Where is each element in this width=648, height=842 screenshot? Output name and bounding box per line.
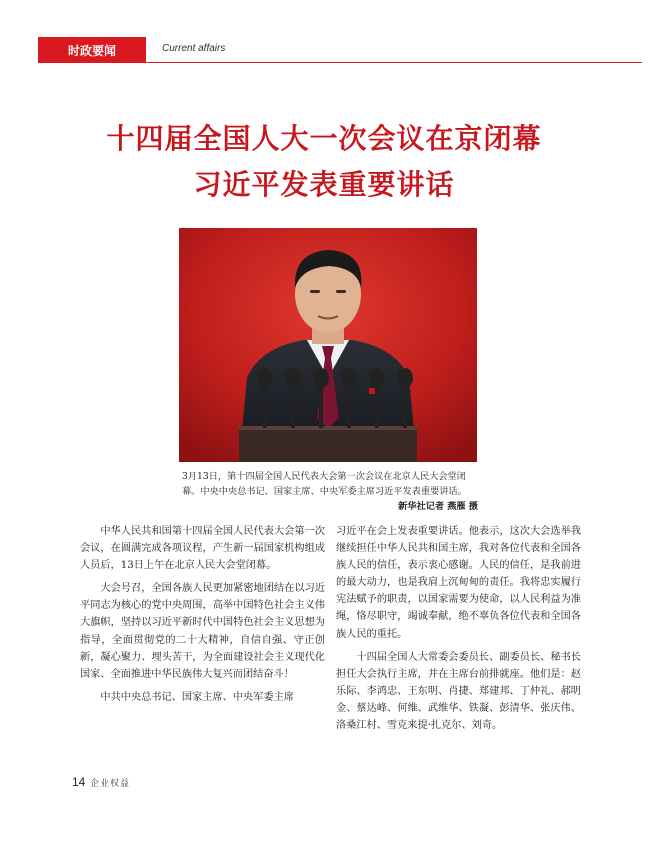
section-english-label: Current affairs xyxy=(162,43,226,54)
section-label: 时政要闻 xyxy=(67,43,116,58)
article-paragraph-continued: 习近平在会上发表重要讲话。他表示，这次大会选举我继续担任中华人民共和国主席，我对各位代表和全国各族人民的信任，表示衷心感谢。人民的信任，是我前进的最大动力，也是我肩上沉甸甸的责任。我将忠实履行宪法赋予的职责，以国家需要为使命，以人民利益为准绳，恪尽职守，竭诚奉献，绝不辜负各位代表和全国各族人民的重托。 xyxy=(336,526,581,640)
article-paragraph: 大会号召，全国各族人民更加紧密地团结在以习近平同志为核心的党中央周围，高举中国特色社会主义伟大旗帜，坚持以习近平新时代中国特色社会主义思想为指导，全面贯彻党的二十大精神，自信自强、守正创新，凝心聚力、埋头苦干，为全面建设社会主义现代化国家、全面推进中华民族伟大复兴而团结奋斗！ xyxy=(80,583,325,680)
article-paragraph: 十四届全国人大常委会委员长、副委员长、秘书长担任大会执行主席，并在主席台前排就座。他们是：赵乐际、李鸿忠、王东明、肖捷、郑建邦、丁仲礼、郝明金、蔡达峰、何维、武维华、铁凝、彭清华、张庆伟、洛桑江村、雪克来提·扎克尔、刘奇。 xyxy=(336,651,581,732)
speaker-at-podium-photo xyxy=(179,228,477,462)
page-number: 14 xyxy=(72,775,86,789)
section-tab xyxy=(38,37,146,63)
article-paragraph: 中华人民共和国第十四届全国人民代表大会第一次会议，在圆满完成各项议程，产生新一届国家机构组成人员后，13日上午在北京人民大会堂闭幕。 xyxy=(80,526,325,572)
header-divider xyxy=(38,62,642,63)
photo-caption xyxy=(182,469,478,514)
headline-line-1: 十四届全国人大一次会议在京闭幕 xyxy=(106,122,542,155)
news-photo xyxy=(179,228,477,462)
photo-credit: 新华社记者 燕雁 摄 xyxy=(398,501,478,512)
article-column-right xyxy=(336,523,581,740)
magazine-name: 企业权益 xyxy=(90,779,131,789)
article-column-left xyxy=(80,523,325,712)
article-paragraph: 中共中央总书记、国家主席、中央军委主席 xyxy=(100,691,294,703)
caption-text: 3月13日，第十四届全国人民代表大会第一次会议在北京人民大会堂闭幕。中央中央总书记、国家主席、中央军委主席习近平发表重要讲话。 xyxy=(182,471,467,497)
headline-line-2: 习近平发表重要讲话 xyxy=(193,168,455,201)
